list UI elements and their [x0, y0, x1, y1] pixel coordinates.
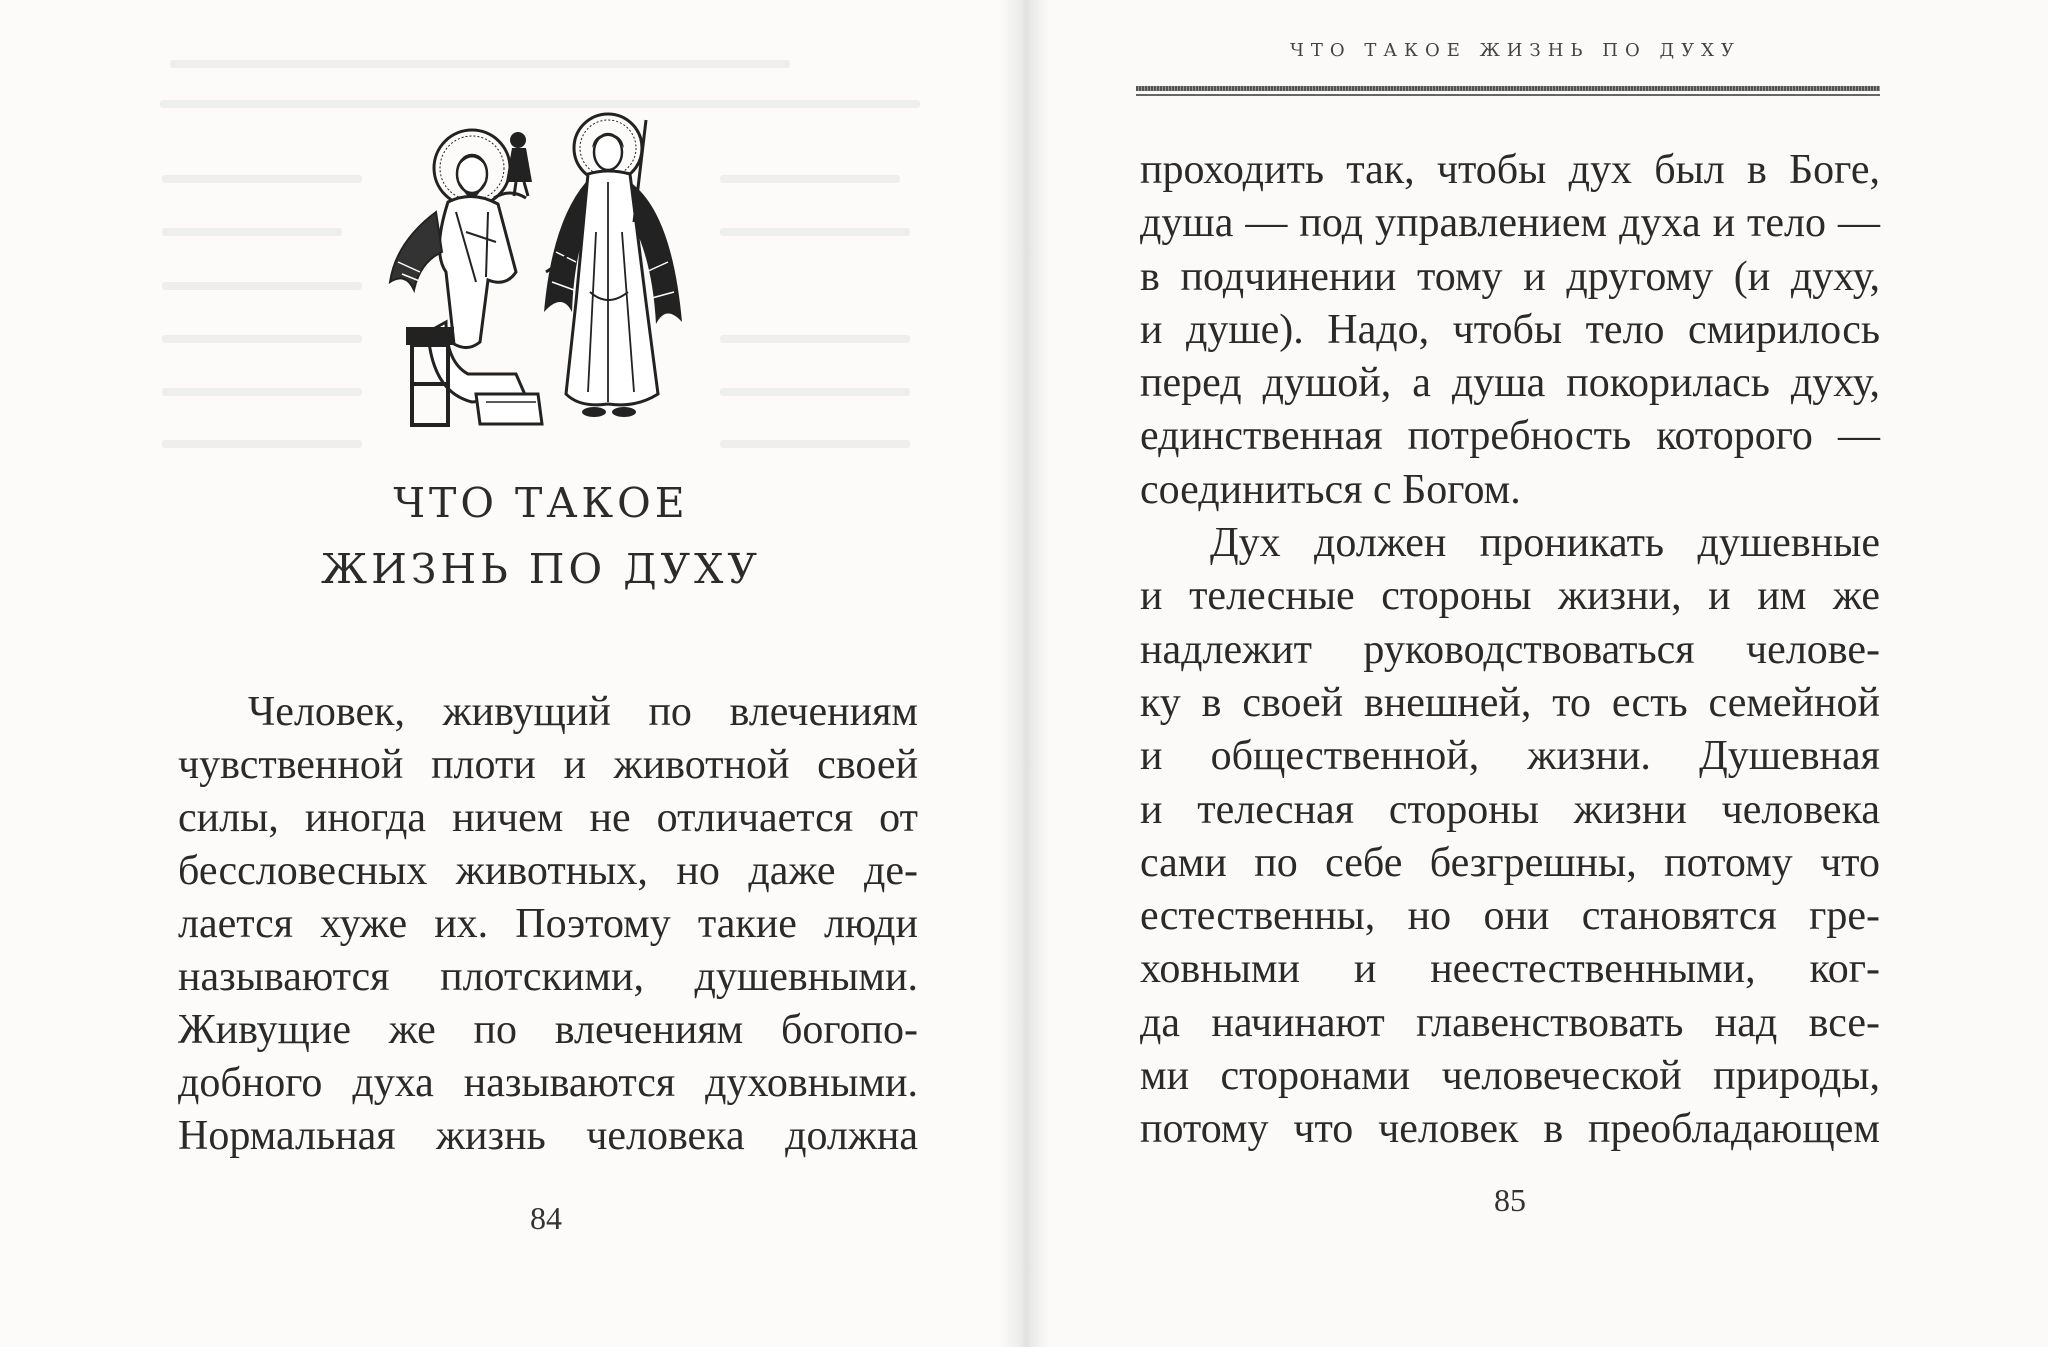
text-line: потому что человек в преобладающем	[1140, 1106, 1880, 1153]
page-number: 84	[530, 1200, 562, 1236]
header-rule	[1136, 86, 1880, 96]
show-through-mark	[162, 282, 362, 290]
header-rule-thin	[1136, 94, 1880, 96]
show-through-mark	[720, 335, 910, 343]
text-line: соединиться с Богом.	[1140, 466, 1521, 513]
text-line: чувственной плоти и животной своей	[178, 742, 918, 788]
text-line: надлежит руководствоваться челове-	[1140, 626, 1880, 673]
show-through-mark	[170, 60, 790, 68]
text-line: называются плотскими, душевными.	[178, 954, 918, 1000]
show-through-mark	[162, 228, 342, 236]
text-line: лается хуже их. Поэтому такие люди	[178, 901, 918, 947]
text-line: Живущие же по влечениям богопо-	[178, 1007, 918, 1053]
text-line: естественны, но они становятся гре-	[1140, 893, 1880, 940]
text-line: ховными и неестественными, ког-	[1140, 946, 1880, 993]
left-page	[0, 0, 1022, 1347]
text-line: Нормальная жизнь человека должна	[178, 1113, 918, 1159]
text-line: добного духа называются духовными.	[178, 1060, 918, 1106]
text-line: бессловесных животных, но даже де-	[178, 848, 918, 894]
show-through-mark	[162, 335, 362, 343]
text-line: и общественной, жизни. Душевная	[1140, 733, 1880, 780]
text-line: перед душой, а душа покорилась духу,	[1140, 360, 1880, 407]
text-line: силы, иногда ничем не отличается от	[178, 795, 918, 841]
running-head: ЧТО ТАКОЕ ЖИЗНЬ ПО ДУХУ	[1290, 40, 1741, 61]
page-number: 85	[1494, 1182, 1526, 1218]
text-line: Человек, живущий по влечениям	[248, 689, 918, 735]
show-through-mark	[162, 440, 362, 448]
text-line: ми сторонами человеческой природы,	[1140, 1053, 1880, 1100]
text-line: сами по себе безгрешны, потому что	[1140, 839, 1880, 886]
chapter-title	[236, 470, 846, 602]
text-line: Дух должен проникать душевные	[1210, 520, 1880, 567]
show-through-mark	[720, 175, 900, 183]
text-line: проходить так, чтобы дух был в Боге,	[1140, 147, 1880, 193]
right-page-body	[1140, 144, 1880, 1157]
text-line: в подчинении тому и другому (и духу,	[1140, 253, 1880, 300]
text-line: душа — под управлением духа и тело —	[1140, 200, 1880, 247]
text-line: и телесная стороны жизни человека	[1140, 786, 1880, 833]
evangelist-and-angel-icon	[376, 112, 706, 432]
show-through-mark	[720, 388, 910, 396]
show-through-mark	[162, 175, 362, 183]
show-through-mark	[160, 100, 920, 108]
show-through-mark	[720, 228, 910, 236]
header-rule-thick	[1136, 86, 1880, 91]
text-line: и душе). Надо, чтобы тело смирилось	[1140, 306, 1880, 353]
chapter-title-line: ЖИЗНЬ ПО ДУХУ	[321, 545, 761, 593]
text-line: единственная потребность которого —	[1140, 413, 1880, 460]
text-line: ку в своей внешней, то есть семейной	[1140, 679, 1880, 726]
left-page-body	[178, 686, 918, 1163]
text-line: и телесные стороны жизни, и им же	[1140, 573, 1880, 620]
text-line: да начинают главенствовать над все-	[1140, 999, 1880, 1046]
show-through-mark	[162, 388, 362, 396]
chapter-title-line: ЧТО ТАКОЕ	[393, 479, 689, 527]
show-through-mark	[720, 440, 910, 448]
